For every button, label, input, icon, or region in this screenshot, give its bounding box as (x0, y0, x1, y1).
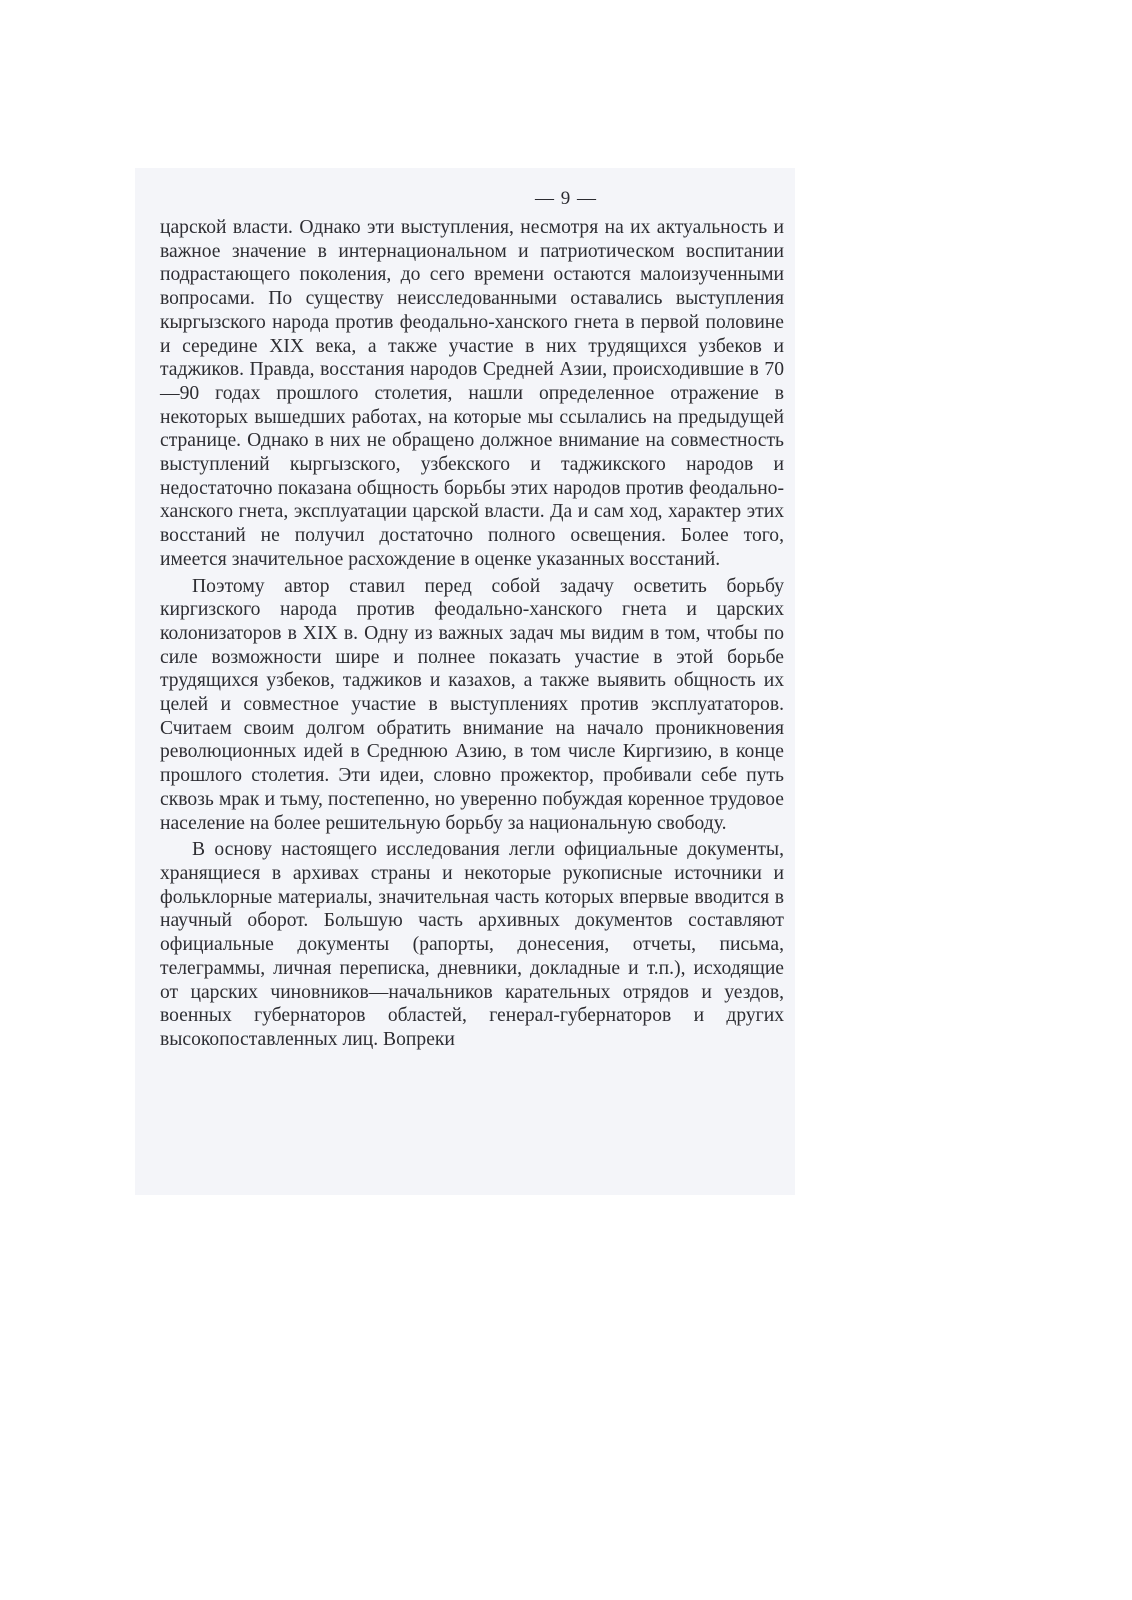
paragraph-3: В основу настоящего исследования легли официальные документы, хранящиеся в архивах страны и некоторые рукописные источники и фольклорные материалы, значительная часть которых впервые вводится в научный оборот. Большую часть архивных документов составляют официальные документы (рапорты, донесения, отчеты, письма, телеграммы, личная переписка, дневники, докладные и т.п.), исходящие от царских чиновников—начальников карательных отрядов и уездов, военных губернаторов областей, генерал-губернаторов и других высокопоставленных лиц. Вопреки (160, 839, 784, 1050)
page-number: — 9 — (535, 188, 597, 209)
paragraph-2: Поэтому автор ставил перед собой задачу осветить борьбу киргизского народа против феодально-ханского гнета и царских колонизаторов в XIX в. Одну из важных задач мы видим в том, чтобы по силе возможности шире и полнее показать участие в этой борьбе трудящихся узбеков, таджиков и казахов, а также выявить общность их целей и совместное участие в выступлениях против эксплуататоров. Считаем своим долгом обратить внимание на начало проникновения революционных идей в Среднюю Азию, в том числе Киргизию, в конце прошлого столетия. Эти идеи, словно прожектор, пробивали себе путь сквозь мрак и тьму, постепенно, но уверенно побуждая коренное трудовое население на более решительную борьбу за национальную свободу. (160, 575, 784, 834)
paragraph-1: царской власти. Однако эти выступления, несмотря на их актуальность и важное значение в интернациональном и патриотическом воспитании подрастающего поколения, до сего времени остаются малоизученными вопросами. По существу неисследованными оставались выступления кыргызского народа против феодально-ханского гнета в первой половине и середине XIX века, а также участие в них трудящихся узбеков и таджиков. Правда, восстания народов Средней Азии, происходившие в 70—90 годах прошлого столетия, нашли определенное отражение в некоторых вышедших работах, на которые мы ссылались на предыдущей странице. Однако в них не обращено должное внимание на совместность выступлений кыргызского, узбекского и таджикского народов и недостаточно показана общность борьбы этих народов против феодально-ханского гнета, эксплуатации царской власти. Да и сам ход, характер этих восстаний не получил достаточно полного освещения. Более того, имеется значительное расхождение в оценке указанных восстаний. (160, 217, 784, 570)
page-body (160, 216, 784, 1055)
